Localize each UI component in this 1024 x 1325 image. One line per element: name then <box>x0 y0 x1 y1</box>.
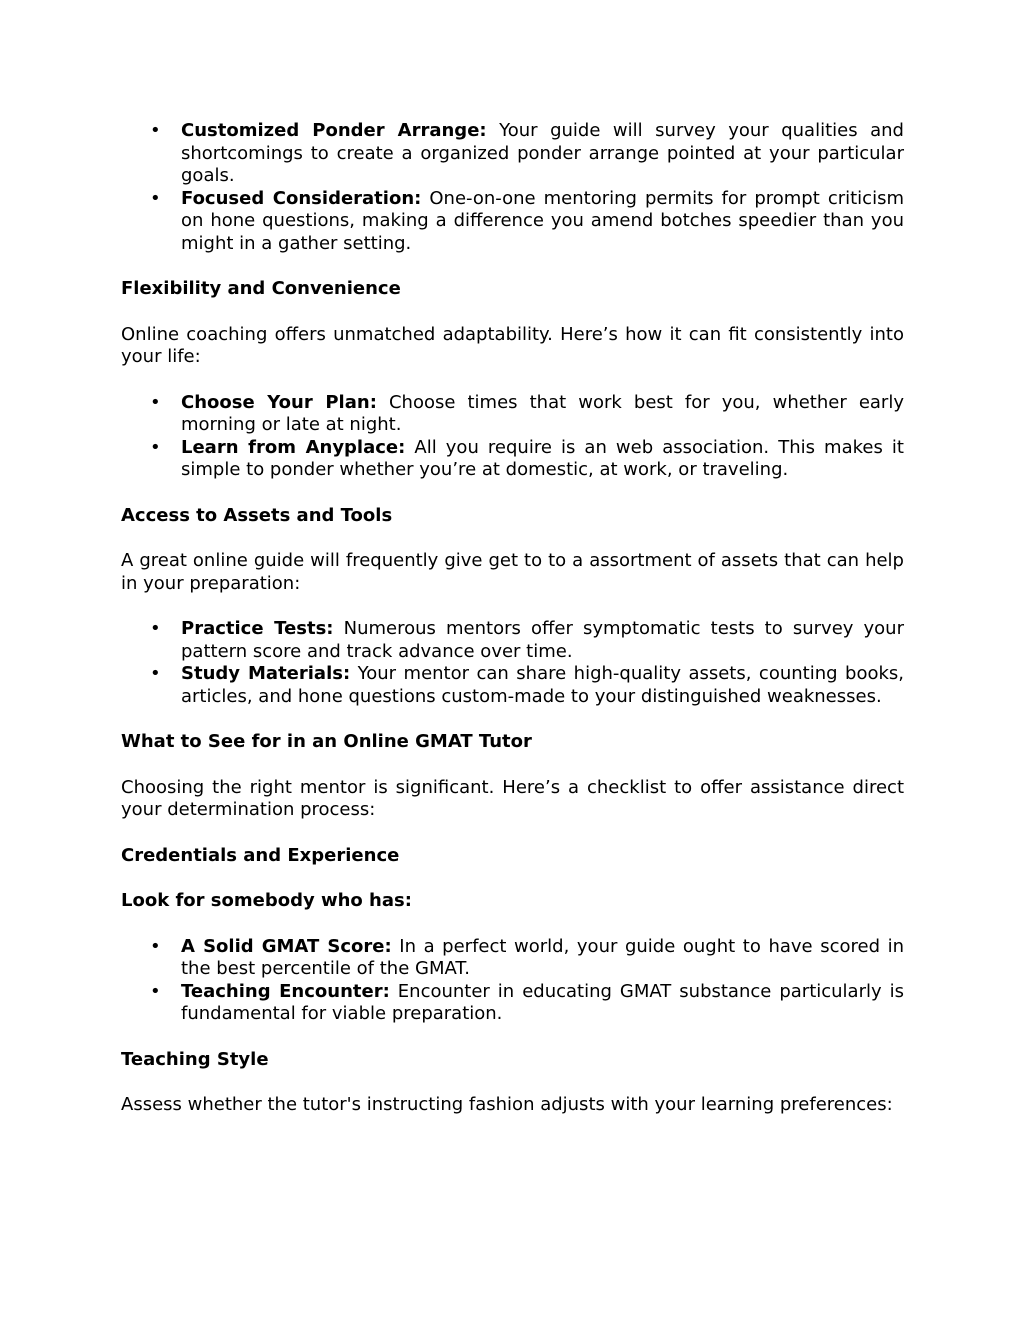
list-item-term: Learn from Anyplace: <box>181 436 406 458</box>
section-subheading: Look for somebody who has: <box>121 890 412 911</box>
paragraph: Assess whether the tutor's instructing fashion adjusts with your learning preferences: <box>121 1094 893 1115</box>
paragraph: A great online guide will frequently give get to to a assortment of assets that can help in your preparation: <box>121 550 904 594</box>
section-heading: Teaching Style <box>121 1048 269 1070</box>
list-item <box>121 437 904 482</box>
list-item <box>121 188 904 256</box>
bullet-icon: • <box>150 120 161 141</box>
bullet-icon: • <box>150 980 161 1002</box>
document-page <box>121 120 904 1117</box>
section-heading: What to See for in an Online GMAT Tutor <box>121 731 532 752</box>
bullet-list <box>121 392 904 482</box>
list-item-term: Customized Ponder Arrange: <box>181 120 487 141</box>
section-heading: Access to Assets and Tools <box>121 504 393 526</box>
list-item <box>121 936 904 981</box>
bullet-list <box>121 618 904 708</box>
list-item-text: Your mentor can share high-quality assets, counting books, articles, and hone questions custom-made to your distinguished weaknesses. <box>181 663 904 707</box>
list-item-text: In a perfect world, your guide ought to have scored in the best percentile of the GMAT. <box>181 935 904 979</box>
list-item-term: Practice Tests: <box>181 618 334 639</box>
bullet-icon: • <box>150 187 161 209</box>
list-item-text: Choose times that work best for you, whether early morning or late at night. <box>181 391 904 435</box>
bullet-icon: • <box>150 436 161 458</box>
bullet-icon: • <box>150 391 161 413</box>
list-item <box>121 663 904 708</box>
list-item-term: Focused Consideration: <box>181 187 422 209</box>
list-item <box>121 392 904 437</box>
list-item <box>121 120 904 188</box>
section-heading: Flexibility and Convenience <box>121 278 401 299</box>
section-heading: Credentials and Experience <box>121 844 400 866</box>
list-item-text: Your guide will survey your qualities and shortcomings to create a organized ponder arrange pointed at your particular goals. <box>181 120 904 186</box>
list-item-text: Encounter in educating GMAT substance particularly is fundamental for viable preparation. <box>181 980 904 1024</box>
list-item-text: All you require is an web association. This makes it simple to ponder whether you’re at domestic, at work, or traveling. <box>181 436 904 480</box>
list-item-term: A Solid GMAT Score: <box>181 935 392 957</box>
list-item <box>121 618 904 663</box>
list-item <box>121 981 904 1026</box>
list-item-text: Numerous mentors offer symptomatic tests to survey your pattern score and track advance over time. <box>181 618 904 662</box>
bullet-icon: • <box>150 663 161 684</box>
list-item-text: One-on-one mentoring permits for prompt criticism on hone questions, making a difference you amend botches speedier than you might in a gather setting. <box>181 187 904 254</box>
list-item-term: Teaching Encounter: <box>181 980 390 1002</box>
paragraph: Online coaching offers unmatched adaptability. Here’s how it can fit consistently into your life: <box>121 323 904 367</box>
bullet-list <box>121 936 904 1026</box>
bullet-icon: • <box>150 935 161 957</box>
bullet-icon: • <box>150 618 161 639</box>
list-item-term: Choose Your Plan: <box>181 391 377 413</box>
bullet-list-top <box>121 120 904 255</box>
list-item-term: Study Materials: <box>181 663 351 684</box>
paragraph: Choosing the right mentor is significant. Here’s a checklist to offer assistance direct your determination process: <box>121 776 904 820</box>
